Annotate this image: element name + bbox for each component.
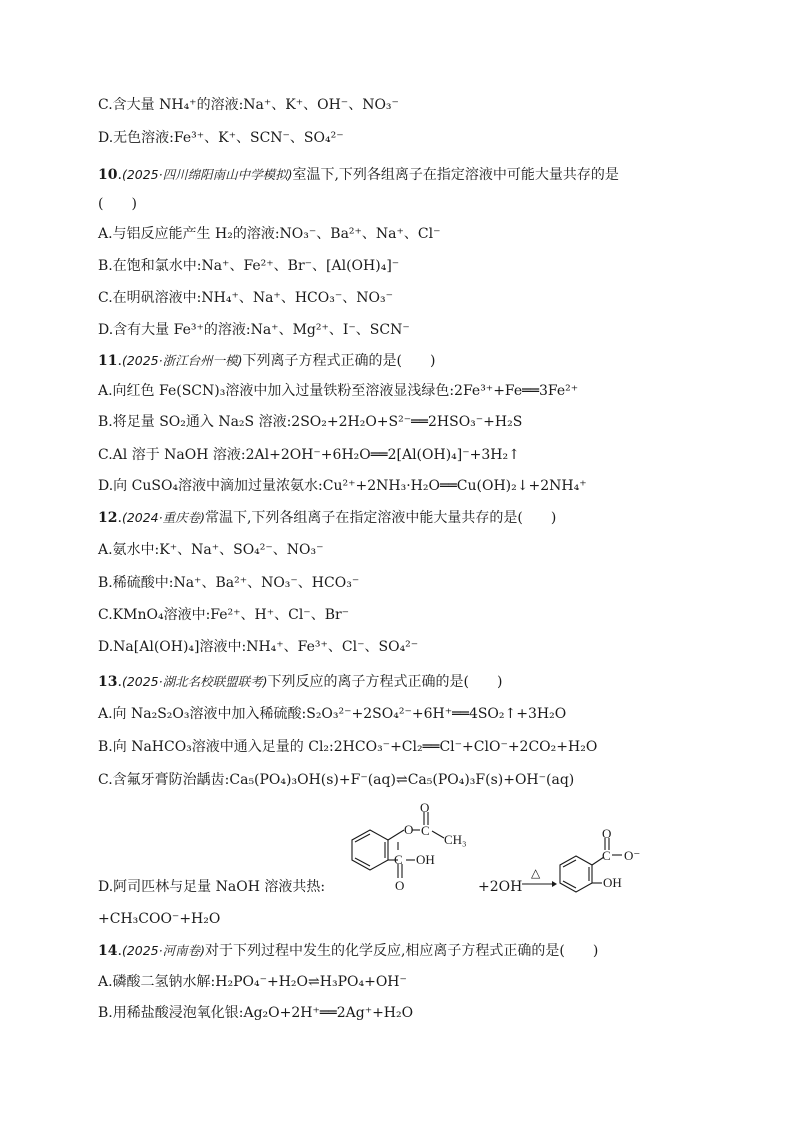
salicylate-structure — [552, 826, 662, 896]
heat-symbol: △ — [531, 866, 541, 880]
q12-option-d: D.Na[Al(OH)₄]溶液中:NH₄⁺、Fe³⁺、Cl⁻、SO₄²⁻ — [98, 639, 419, 655]
q11-option-a: A.向红色 Fe(SCN)₃溶液中加入过量铁粉至溶液显浅绿色:2Fe³⁺+Fe══3Fe²⁺ — [98, 383, 579, 399]
q12-option-b: B.稀硫酸中:Na⁺、Ba²⁺、NO₃⁻、HCO₃⁻ — [98, 575, 360, 591]
q10-answer-bracket: ( ) — [98, 196, 137, 212]
q14-stem: 14.(2025·河南卷)对于下列过程中发生的化学反应,相应离子方程式正确的是( ) — [98, 943, 599, 959]
q13-option-d-continued: +CH₃COO⁻+H₂O — [98, 911, 221, 927]
q10-stem: 10.(2025·四川绵阳南山中学模拟)室温下,下列各组离子在指定溶液中可能大量共存的是 — [98, 167, 619, 183]
reaction-reagent: +2OH⁻ — [478, 879, 530, 895]
q10-option-a: A.与铝反应能产生 H₂的溶液:NO₃⁻、Ba²⁺、Na⁺、Cl⁻ — [98, 226, 441, 242]
aspirin-ch3: CH₃ — [444, 832, 467, 847]
product-o-minus: O⁻ — [624, 848, 641, 863]
q9-option-c: C.含大量 NH₄⁺的溶液:Na⁺、K⁺、OH⁻、NO₃⁻ — [98, 97, 399, 113]
product-oh: OH — [603, 875, 622, 890]
aspirin-c1: C — [421, 823, 430, 838]
q14-option-b: B.用稀盐酸浸泡氧化银:Ag₂O+2H⁺══2Ag⁺+H₂O — [98, 1005, 414, 1021]
q13-option-c: C.含氟牙膏防治龋齿:Ca₅(PO₄)₃OH(s)+F⁻(aq)⇌Ca₅(PO₄)₃F(s)+OH⁻(aq) — [98, 772, 575, 788]
aspirin-oh: OH — [416, 852, 435, 867]
q12-stem: 12.(2024·重庆卷)常温下,下列各组离子在指定溶液中能大量共存的是( ) — [98, 510, 557, 526]
q12-option-c: C.KMnO₄溶液中:Fe²⁺、H⁺、Cl⁻、Br⁻ — [98, 607, 350, 623]
q10-option-c: C.在明矾溶液中:NH₄⁺、Na⁺、HCO₃⁻、NO₃⁻ — [98, 290, 393, 306]
aspirin-o-top: O — [420, 800, 430, 815]
q9-option-d: D.无色溶液:Fe³⁺、K⁺、SCN⁻、SO₄²⁻ — [98, 130, 344, 146]
q12-option-a: A.氨水中:K⁺、Na⁺、SO₄²⁻、NO₃⁻ — [98, 542, 324, 558]
aspirin-ester-o: O — [404, 822, 414, 837]
aspirin-o-bottom: O — [395, 878, 405, 893]
product-o-top: O — [602, 826, 612, 841]
product-c: C — [602, 848, 611, 863]
q11-stem: 11.(2025·浙江台州一模)下列离子方程式正确的是( ) — [98, 353, 436, 369]
q11-option-d: D.向 CuSO₄溶液中滴加过量浓氨水:Cu²⁺+2NH₃·H₂O══Cu(OH)₂↓+2NH₄⁺ — [98, 478, 587, 494]
q13-stem: 13.(2025·湖北名校联盟联考)下列反应的离子方程式正确的是( ) — [98, 674, 503, 690]
q13-option-b: B.向 NaHCO₃溶液中通入足量的 Cl₂:2HCO₃⁻+Cl₂══Cl⁻+ClO⁻+2CO₂+H₂O — [98, 739, 598, 755]
q13-option-d: D.阿司匹林与足量 NaOH 溶液共热: — [98, 879, 326, 895]
q10-option-d: D.含有大量 Fe³⁺的溶液:Na⁺、Mg²⁺、I⁻、SCN⁻ — [98, 322, 410, 338]
q10-option-b: B.在饱和氯水中:Na⁺、Fe²⁺、Br⁻、[Al(OH)₄]⁻ — [98, 258, 400, 274]
q11-option-c: C.Al 溶于 NaOH 溶液:2Al+2OH⁻+6H₂O══2[Al(OH)₄]⁻+3H₂↑ — [98, 447, 520, 463]
aspirin-structure — [340, 800, 480, 895]
q11-option-b: B.将足量 SO₂通入 Na₂S 溶液:2SO₂+2H₂O+S²⁻══2HSO₃⁻+H₂S — [98, 414, 523, 430]
q13-option-a: A.向 Na₂S₂O₃溶液中加入稀硫酸:S₂O₃²⁻+2SO₄²⁻+6H⁺══4SO₂↑+3H₂O — [98, 706, 567, 722]
aspirin-c2: C — [394, 852, 403, 867]
q14-option-a: A.磷酸二氢钠水解:H₂PO₄⁻+H₂O⇌H₃PO₄+OH⁻ — [98, 974, 407, 990]
